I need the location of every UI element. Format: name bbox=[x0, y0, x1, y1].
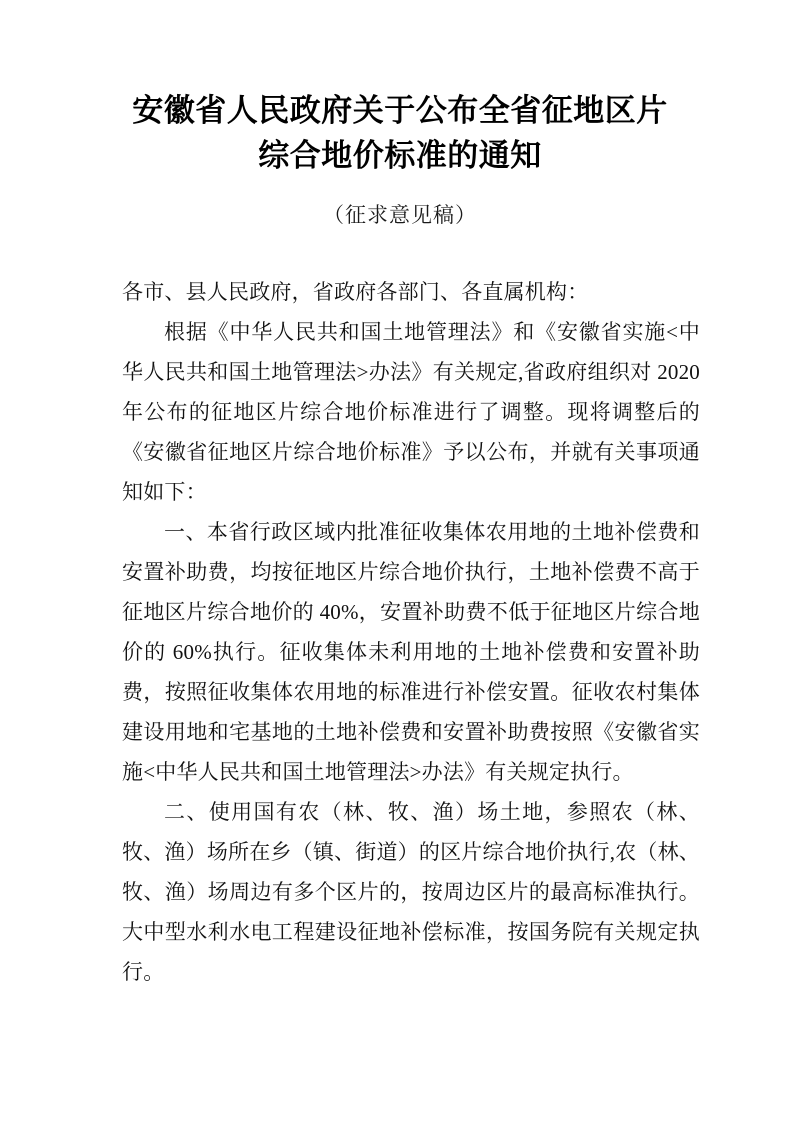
paragraph-preamble: 根据《中华人民共和国土地管理法》和《安徽省实施<中华人民共和国土地管理法>办法》有关规定,省政府组织对 2020 年公布的征地区片综合地价标准进行了调整。现将调整后的《安徽省征地区片综合地价标准》予以公布，并就有关事项通知如下： bbox=[122, 320, 700, 504]
document-body bbox=[122, 272, 700, 992]
document-title-line-2: 综合地价标准的通知 bbox=[258, 138, 542, 173]
paragraph-article-two: 二、使用国有农（林、牧、渔）场土地，参照农（林、牧、渔）场所在乡（镇、街道）的区片综合地价执行,农（林、牧、渔）场周边有多个区片的，按周边区片的最高标准执行。大中型水利水电工程建设征地补偿标准，按国务院有关规定执行。 bbox=[122, 800, 700, 984]
paragraph-salutation: 各市、县人民政府，省政府各部门、各直属机构： bbox=[122, 280, 589, 304]
document-title-line-1: 安徽省人民政府关于公布全省征地区片 bbox=[132, 93, 668, 128]
document-title-block bbox=[0, 88, 800, 230]
document-subtitle: （征求意见稿） bbox=[323, 203, 477, 227]
paragraph-article-one: 一、本省行政区域内批准征收集体农用地的土地补偿费和安置补助费，均按征地区片综合地价执行，土地补偿费不高于征地区片综合地价的 40%，安置补助费不低于征地区片综合地价的 60%执行。征收集体未利用地的土地补偿费和安置补助费，按照征收集体农用地的标准进行补偿安置。征收农村集体建设用地和宅基地的土地补偿费和安置补助费按照《安徽省实施<中华人民共和国土地管理法>办法》有关规定执行。 bbox=[122, 520, 700, 784]
